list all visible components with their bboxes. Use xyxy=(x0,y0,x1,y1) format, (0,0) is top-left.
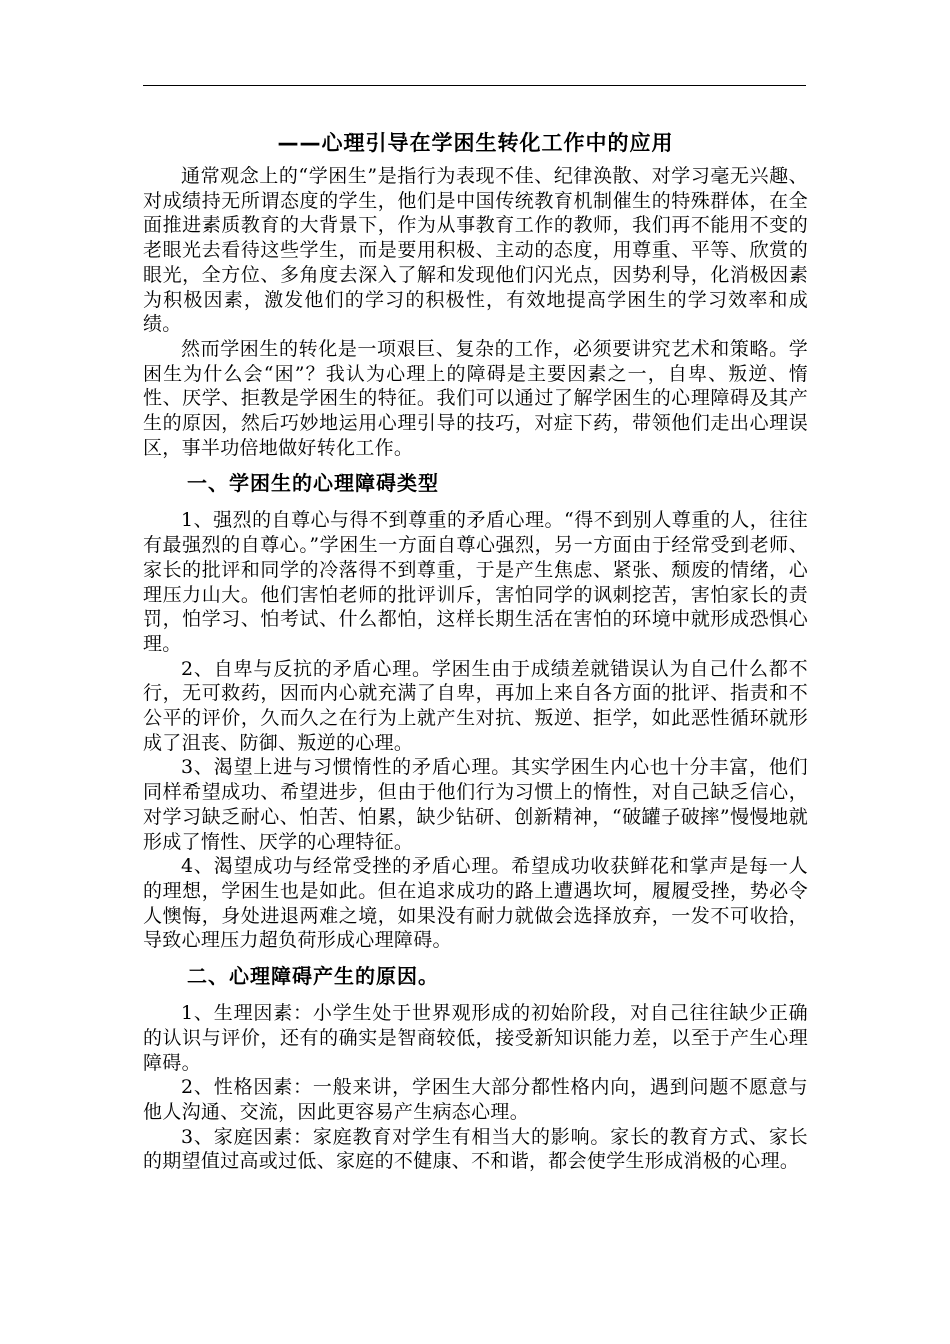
intro-paragraph-1: 通常观念上的“学困生”是指行为表现不佳、纪律涣散、对学习毫无兴趣、对成绩持无所谓态度的学生，他们是中国传统教育机制催生的特殊群体，在全面推进素质教育的大背景下，作为从事教育工作的教师，我们再不能用不变的老眼光去看待这些学生，而是要用积极、主动的态度，用尊重、平等、欣赏的眼光，全方位、多角度去深入了解和发现他们闪光点，因势利导，化消极因素为积极因素，激发他们的学习的积极性，有效地提高学困生的学习效率和成绩。 xyxy=(143,165,808,336)
section-1-paragraph-2: 2、自卑与反抗的矛盾心理。学困生由于成绩差就错误认为自己什么都不行，无可救药，因而内心就充满了自卑，再加上来自各方面的批评、指责和不公平的评价，久而久之在行为上就产生对抗、叛逆、拒学，如此恶性循环就形成了沮丧、防御、叛逆的心理。 xyxy=(143,657,808,754)
section-1-heading: 一、学困生的心理障碍类型 xyxy=(187,471,439,496)
header-rule xyxy=(143,85,806,86)
section-2-paragraph-1: 1、生理因素：小学生处于世界观形成的初始阶段，对自己往往缺少正确的认识与评价，还有的确实是智商较低，接受新知识能力差，以至于产生心理障碍。 xyxy=(143,1002,808,1074)
document-body xyxy=(143,128,808,1174)
intro-paragraph-2: 然而学困生的转化是一项艰巨、复杂的工作，必须要讲究艺术和策略。学困生为什么会“困”？我认为心理上的障碍是主要因素之一，自卑、叛逆、惰性、厌学、拒教是学困生的特征。我们可以通过了解学困生的心理障碍及其产生的原因，然后巧妙地运用心理引导的技巧，对症下药，带领他们走出心理误区，事半功倍地做好转化工作。 xyxy=(143,337,808,459)
section-1-paragraph-1: 1、强烈的自尊心与得不到尊重的矛盾心理。“得不到别人尊重的人，往往有最强烈的自尊心。”学困生一方面自尊心强烈，另一方面由于经常受到老师、家长的批评和同学的冷落得不到尊重，于是产生焦虑、紧张、颓废的情绪，心理压力山大。他们害怕老师的批评训斥，害怕同学的讽刺挖苦，害怕家长的责罚，怕学习、怕考试、什么都怕，这样长期生活在害怕的环境中就形成恐惧心理。 xyxy=(143,509,808,655)
section-2-paragraph-2: 2、性格因素：一般来讲，学困生大部分都性格内向，遇到问题不愿意与他人沟通、交流，因此更容易产生病态心理。 xyxy=(143,1076,808,1123)
section-1-paragraph-4: 4、渴望成功与经常受挫的矛盾心理。希望成功收获鲜花和掌声是每一人的理想，学困生也是如此。但在追求成功的路上遭遇坎坷，履履受挫，势必令人懊悔，身处进退两难之境，如果没有耐力就做会选择放弃，一发不可收拾，导致心理压力超负荷形成心理障碍。 xyxy=(143,855,808,952)
document-subtitle: ——心理引导在学困生转化工作中的应用 xyxy=(277,131,674,155)
section-2-heading: 二、心理障碍产生的原因。 xyxy=(187,964,439,989)
section-2-paragraph-3: 3、家庭因素：家庭教育对学生有相当大的影响。家长的教育方式、家长的期望值过高或过低、家庭的不健康、不和谐，都会使学生形成消极的心理。 xyxy=(143,1125,808,1173)
section-1-paragraph-3: 3、渴望上进与习惯惰性的矛盾心理。其实学困生内心也十分丰富，他们同样希望成功、希望进步，但由于他们行为习惯上的惰性，对自己缺乏信心，对学习缺乏耐心、怕苦、怕累，缺少钻研、创新精神，“破罐子破摔”慢慢地就形成了惰性、厌学的心理特征。 xyxy=(143,756,808,853)
